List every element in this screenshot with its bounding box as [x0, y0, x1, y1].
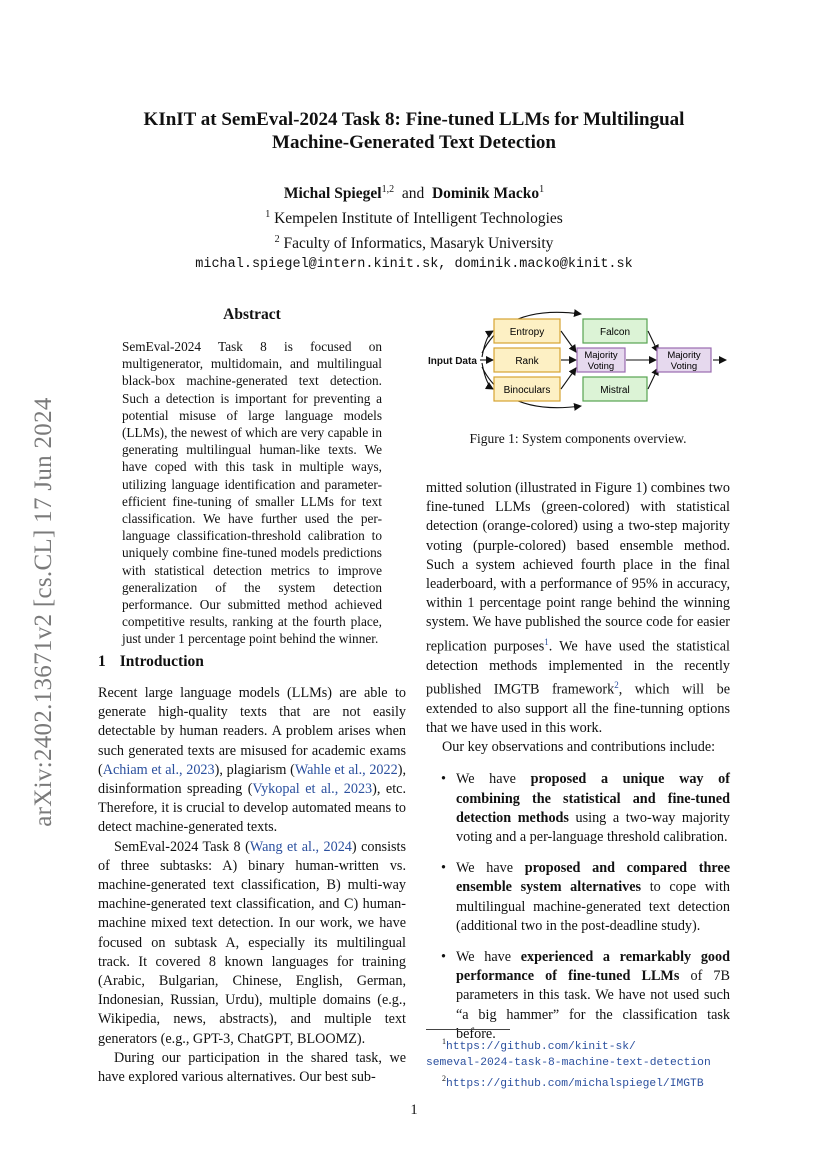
- figure-input-label: Input Data: [428, 356, 477, 367]
- contributions-list: [426, 770, 730, 1044]
- label-vote1-line1: Majority: [584, 350, 618, 361]
- section-title: Introduction: [119, 653, 204, 670]
- footnotes: [426, 1034, 736, 1092]
- footnote-rule: [426, 1029, 510, 1030]
- section-heading-introduction: [98, 653, 204, 671]
- footnote-2-link[interactable]: https://github.com/michalspiegel/IMGTB: [446, 1077, 704, 1090]
- label-vote2-line1: Majority: [667, 350, 701, 361]
- right-paragraph-1: mitted solution (illustrated in Figure 1) combines two fine-tuned LLMs (green-colored) with statistical detection (orange-colored) using a two-step majority voting (purple-colored) based ensemble method. Such a system achieved fourth place in the final leaderboard, with a performance of 95% in accuracy, within 1 percentage point range behind the winning system. We have published the source code for easier replication purposes$^1$. We have used the statistical detection methods implemented in the recently published IMGTB framework$^2$, which will be extended to also support all the fine-tunning options that we have used in this work.: [426, 480, 730, 736]
- intro-left-column: [98, 684, 406, 1087]
- arrow-binoculars-vote1: [561, 368, 576, 389]
- label-vote1-line2: Voting: [587, 361, 615, 372]
- author-and: and: [401, 185, 425, 203]
- author-2: Dominik Macko: [431, 185, 540, 203]
- abstract-body: SemEval-2024 Task 8 is focused on multigenerator, multidomain, and multilingual black-box machine-generated text detection. Such a detection is important for preventing a potential misuse of large language models (LLMs), the newest of which are very capable in generating multilingual human-like texts. We have coped with this task in multiple ways, utilizing language identification and parameter-efficient fine-tuning of smaller LLMs for text classification. We have further used the per-language classification-threshold calibration to uniquely combine fine-tuned models predictions with statistical detection metrics to improve generalization of the system detection performance. Our submitted method achieved competitive results, ranking at the fourth place, just under 1 percentage point behind the winner.: [122, 339, 382, 647]
- footnote-1-link-cont[interactable]: semeval-2024-task-8-machine-text-detection: [426, 1056, 711, 1069]
- intro-right-column: [426, 479, 730, 1056]
- list-item: • We have proposed and compared three ensemble system alternatives to cope with multilingual machine-generated text detection (additional two in the post-deadline study).: [426, 859, 730, 936]
- label-falcon: Falcon: [599, 327, 631, 338]
- intro-paragraph-1: Recent large language models (LLMs) are able to generate high-quality texts that are not easily detectable by human readers. A problem arises when such generated texts are misused for academic exams (Achiam et al., 2023), plagiarism (Wahle et al., 2022), disinformation spreading (Vykopal et al., 2023), etc. Therefore, it is crucial to develop automated means to detect machine-generated texts.: [98, 685, 407, 836]
- label-binoculars: Binoculars: [503, 385, 551, 396]
- title-line-1: KInIT at SemEval-2024 Task 8: Fine-tuned LLMs for Multilingual: [143, 109, 685, 130]
- citation-wang[interactable]: Wang et al., 2024: [249, 838, 352, 855]
- abstract-heading: Abstract: [223, 306, 281, 323]
- figure-system-overview: [426, 300, 730, 420]
- author-2-affil: 1: [539, 184, 545, 195]
- list-item: • We have experienced a remarkably good performance of fine-tuned LLMs of 7B parameters in this task. We have not used such “a big hammer” for the classification task before.: [426, 948, 730, 1044]
- footnote-1-link[interactable]: https://github.com/kinit-sk/: [446, 1040, 636, 1053]
- footnote-ref-2[interactable]: 2: [614, 679, 619, 690]
- right-paragraph-2: Our key observations and contributions include:: [442, 739, 716, 756]
- title-line-2: Machine-Generated Text Detection: [272, 132, 556, 153]
- footnote-ref-1[interactable]: 1: [544, 636, 549, 647]
- label-vote2-line2: Voting: [670, 361, 698, 372]
- label-rank: Rank: [515, 356, 539, 367]
- page-number: 1: [410, 1102, 418, 1118]
- figure-caption: Figure 1: System components overview.: [469, 431, 687, 446]
- list-item: • We have proposed a unique way of combining the statistical and fine-tuned detection methods using a two-way majority voting and a per-language threshold calibration.: [426, 770, 730, 847]
- footnote-2: $^2$https://github.com/michalspiegel/IMGTB: [442, 1073, 704, 1090]
- citation-achiam[interactable]: Achiam et al., 2023: [102, 761, 215, 778]
- footnote-1-cont: [426, 1055, 736, 1071]
- intro-paragraph-3: During our participation in the shared task, we have explored various alternatives. Our best sub-: [98, 1049, 406, 1086]
- author-names: [100, 179, 728, 204]
- citation-vykopal[interactable]: Vykopal et al., 2023: [252, 781, 373, 798]
- author-1: Michal Spiegel: [283, 185, 382, 203]
- author-block: [100, 179, 728, 275]
- arxiv-identifier: arXiv:2402.13671v2 [cs.CL] 17 Jun 2024: [30, 397, 57, 827]
- paper-title: [100, 108, 728, 154]
- intro-paragraph-2: SemEval-2024 Task 8 (Wang et al., 2024) consists of three subtasks: A) binary human-written vs. machine-generated text classification, B) multi-way machine-generated text classification, and C) human-machine mixed text detection. In our work, we have focused on subtask A, especially its multilingual track. It covered 8 known languages for training (Arabic, Bulgarian, Chinese, English, German, Indonesian, Russian, Urdu), multiple domains (e.g., Wikipedia, news, abstracts), and multiple text generators (e.g., GPT-3, ChatGPT, BLOOMZ).: [98, 838, 406, 1047]
- label-mistral: Mistral: [600, 385, 630, 396]
- label-entropy: Entropy: [509, 327, 545, 338]
- author-1-affil: 1,2: [381, 184, 395, 195]
- section-number: 1: [98, 653, 106, 670]
- affiliation-1: $^1$ Kempelen Institute of Intelligent Technologies: [265, 209, 563, 228]
- affiliation-2: $^2$ Faculty of Informatics, Masaryk University: [274, 234, 554, 253]
- author-emails[interactable]: michal.spiegel@intern.kinit.sk, dominik.macko@kinit.sk: [195, 257, 633, 273]
- arrow-entropy-vote1: [561, 331, 576, 352]
- footnote-1: $^1$https://github.com/kinit-sk/: [442, 1037, 636, 1053]
- citation-wahle[interactable]: Wahle et al., 2022: [294, 761, 398, 778]
